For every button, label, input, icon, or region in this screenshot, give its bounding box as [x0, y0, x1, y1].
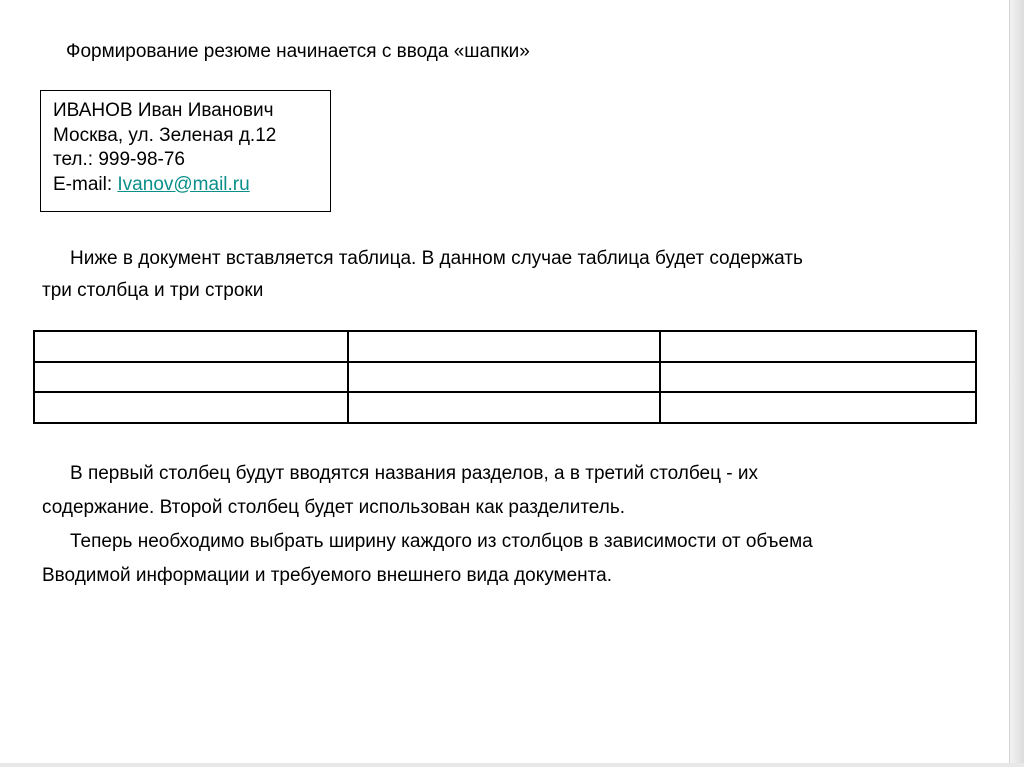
table-cell: [34, 392, 348, 423]
table-cell: [660, 392, 976, 423]
paragraph-columns-description: [42, 457, 813, 593]
resume-phone: тел.: 999-98-76: [53, 149, 185, 170]
paragraph1-line1: Ниже в документ вставляется таблица. В данном случае таблица будет содержать: [70, 248, 803, 269]
resume-email-line: [53, 173, 330, 198]
table-cell: [34, 362, 348, 393]
resume-header-box: [40, 90, 331, 212]
paragraph-table-intro: [42, 243, 803, 307]
table-cell: [348, 392, 660, 423]
paragraph2-line2: содержание. Второй столбец будет использован как разделитель.: [42, 497, 626, 518]
paragraph2-line1: В первый столбец будут вводятся названия разделов, а в третий столбец - их: [70, 463, 758, 484]
paragraph2-line3: Теперь необходимо выбрать ширину каждого из столбцов в зависимости от объема: [70, 531, 813, 552]
resume-email-link[interactable]: Ivanov@mail.ru: [117, 173, 250, 195]
resume-email-label: E-mail:: [53, 173, 118, 195]
resume-address: Москва, ул. Зеленая д.12: [53, 124, 277, 146]
slide-frame-bottom: [0, 763, 1024, 767]
table-cell: [660, 331, 976, 362]
table-cell: [348, 362, 660, 393]
table-cell: [660, 362, 976, 393]
table-cell: [348, 331, 660, 362]
empty-table: [33, 330, 977, 424]
table-row: [34, 392, 976, 423]
slide-frame-right: [1010, 0, 1024, 767]
paragraph2-line4: Вводимой информации и требуемого внешнего вида документа.: [42, 565, 613, 586]
intro-text: Формирование резюме начинается с ввода «шапки»: [66, 41, 530, 62]
table-cell: [34, 331, 348, 362]
table-row: [34, 362, 976, 393]
paragraph1-line2: три столбца и три строки: [42, 280, 264, 301]
table-row: [34, 331, 976, 362]
resume-name: ИВАНОВ Иван Иванович: [53, 100, 274, 121]
